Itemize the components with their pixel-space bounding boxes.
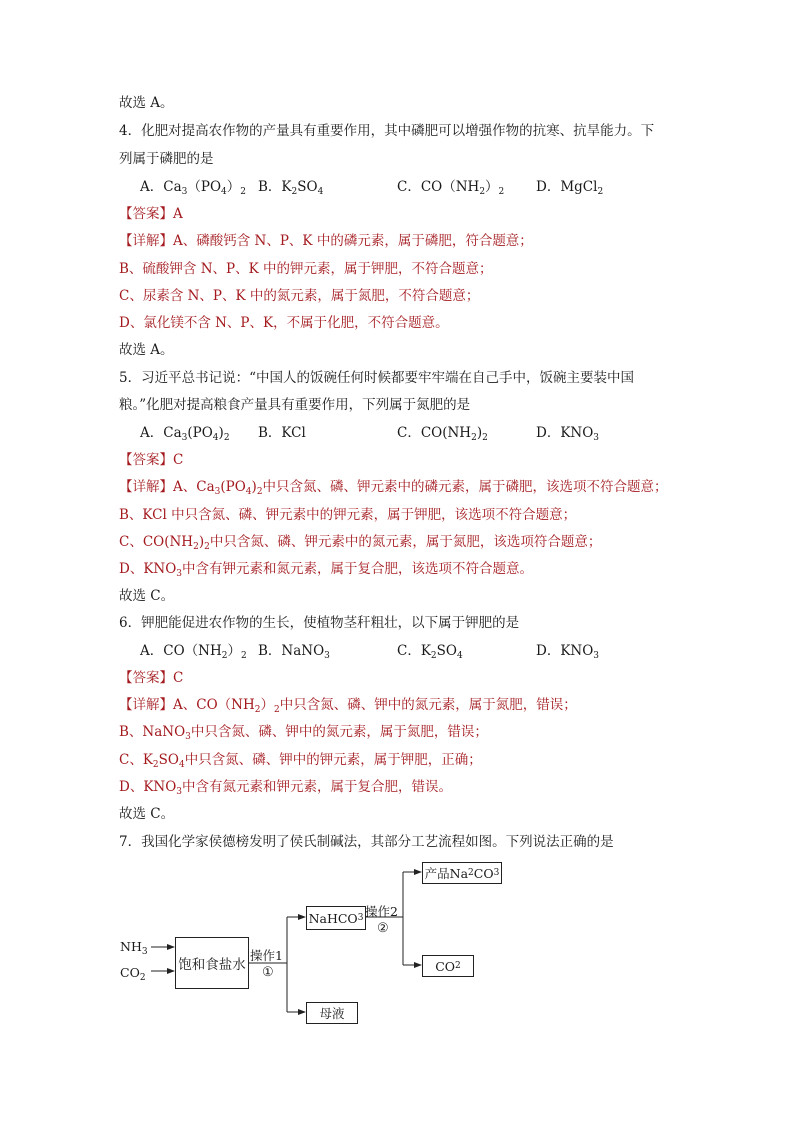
q4-option-d: D．MgCl$_2$: [536, 179, 604, 197]
box-mother-liquor: 母液: [306, 1002, 358, 1024]
q6-detail-1: 【详解】A、$CO(NH_2)_2$中只含氮、磷、钾中的氮元素，属于氮肥，错误；: [119, 697, 577, 715]
q5-detail-1: 【详解】A、$Ca_3(PO_4)_2$中只含氮、磷、钾元素中的磷元素，属于磷肥，该选项不符合题意；: [119, 479, 668, 497]
q6-stem: 6．钾肥能促进农作物的生长，使植物茎秆粗壮，以下属于钾肥的是: [119, 615, 520, 631]
label-operation-1-num: ①: [262, 965, 274, 980]
q4-detail-2: B、硫酸钾含 N、P、K 中的钾元素，属于钾肥，不符合题意；: [119, 261, 493, 277]
q6-option-b: B．NaNO$_3$: [258, 643, 330, 661]
q6-detail-3: C、$K_2SO_4$中只含氮、磷、钾中的钾元素，属于钾肥，正确；: [119, 752, 482, 770]
label-operation-2: 操作2: [365, 904, 398, 919]
q7-stem: 7．我国化学家侯德榜发明了侯氏制碱法，其部分工艺流程如图。下列说法正确的是: [119, 834, 614, 850]
q5-stem-line-2: 粮。”化肥对提高粮食产量具有重要作用，下列属于氮肥的是: [119, 397, 471, 413]
q5-detail-2: B、KCl 中只含氮、磷、钾元素中的钾元素，属于钾肥，该选项不符合题意；: [119, 507, 577, 523]
q6-option-d: D．$KNO_3$: [536, 643, 600, 661]
box-saturated-brine: 饱和食盐水: [175, 937, 249, 989]
q5-option-a: A．$Ca_3(PO_4)_2$: [140, 425, 230, 443]
q4-option-a: A．$Ca_3(PO_4)_2$: [140, 179, 246, 197]
q5-stem-line-1: 5．习近平总书记说：“中国人的饭碗任何时候都要牢牢端在自己手中，饭碗主要装中国: [119, 370, 634, 386]
process-flow-diagram: [115, 857, 515, 1027]
q4-answer: 【答案】A: [119, 206, 183, 222]
label-co2: $CO_2$: [120, 965, 146, 983]
q6-detail-4: D、$KNO_3$中含有氮元素和钾元素，属于复合肥，错误。: [119, 779, 453, 797]
q5-option-c: C．$CO(NH_2)_2$: [397, 425, 488, 443]
box-co2: CO 2: [422, 955, 474, 977]
q6-conclusion: 故选 C。: [119, 806, 175, 822]
q6-option-c: C．$K_2SO_4$: [397, 643, 463, 661]
q5-option-d: D．$KNO_3$: [536, 425, 600, 443]
q4-stem-line-1: 4．化肥对提高农作物的产量具有重要作用，其中磷肥可以增强作物的抗寒、抗旱能力。下: [119, 123, 655, 139]
q3-conclusion: 故选 A。: [119, 95, 174, 111]
q6-answer: 【答案】C: [119, 670, 184, 686]
box-nahco3: NaHCO 3: [306, 906, 366, 930]
label-nh3: $NH_3$: [120, 939, 148, 957]
q4-detail-4: D、氯化镁不含 N、P、K，不属于化肥，不符合题意。: [119, 315, 449, 331]
q4-stem-line-2: 列属于磷肥的是: [119, 151, 214, 167]
q6-detail-2: B、NaNO$_3$中只含氮、磷、钾中的氮元素，属于氮肥，错误；: [119, 724, 488, 742]
q4-detail-3: C、尿素含 N、P、K 中的氮元素，属于氮肥，不符合题意；: [119, 288, 480, 304]
q4-option-c: C．$CO(NH_2)_2$: [397, 179, 505, 197]
box-product-na2co3: 产品Na 2 CO 3: [422, 862, 502, 884]
q5-option-b: B．KCl: [258, 425, 306, 441]
q5-detail-3: C、$CO(NH_2)_2$中只含氮、磷、钾元素中的氮元素，属于氮肥，该选项符合题意；: [119, 534, 602, 552]
q6-option-a: A．$CO(NH_2)_2$: [140, 643, 247, 661]
label-operation-1: 操作1: [250, 948, 283, 963]
q4-conclusion: 故选 A。: [119, 342, 174, 358]
label-operation-2-num: ②: [377, 921, 389, 936]
q5-conclusion: 故选 C。: [119, 588, 175, 604]
q4-detail-1: 【详解】A、磷酸钙含 N、P、K 中的磷元素，属于磷肥，符合题意；: [119, 233, 533, 249]
q4-option-b: B．$K_2SO_4$: [258, 179, 324, 197]
q5-answer: 【答案】C: [119, 452, 184, 468]
q5-detail-4: D、$KNO_3$中含有钾元素和氮元素，属于复合肥，该选项不符合题意。: [119, 561, 534, 579]
